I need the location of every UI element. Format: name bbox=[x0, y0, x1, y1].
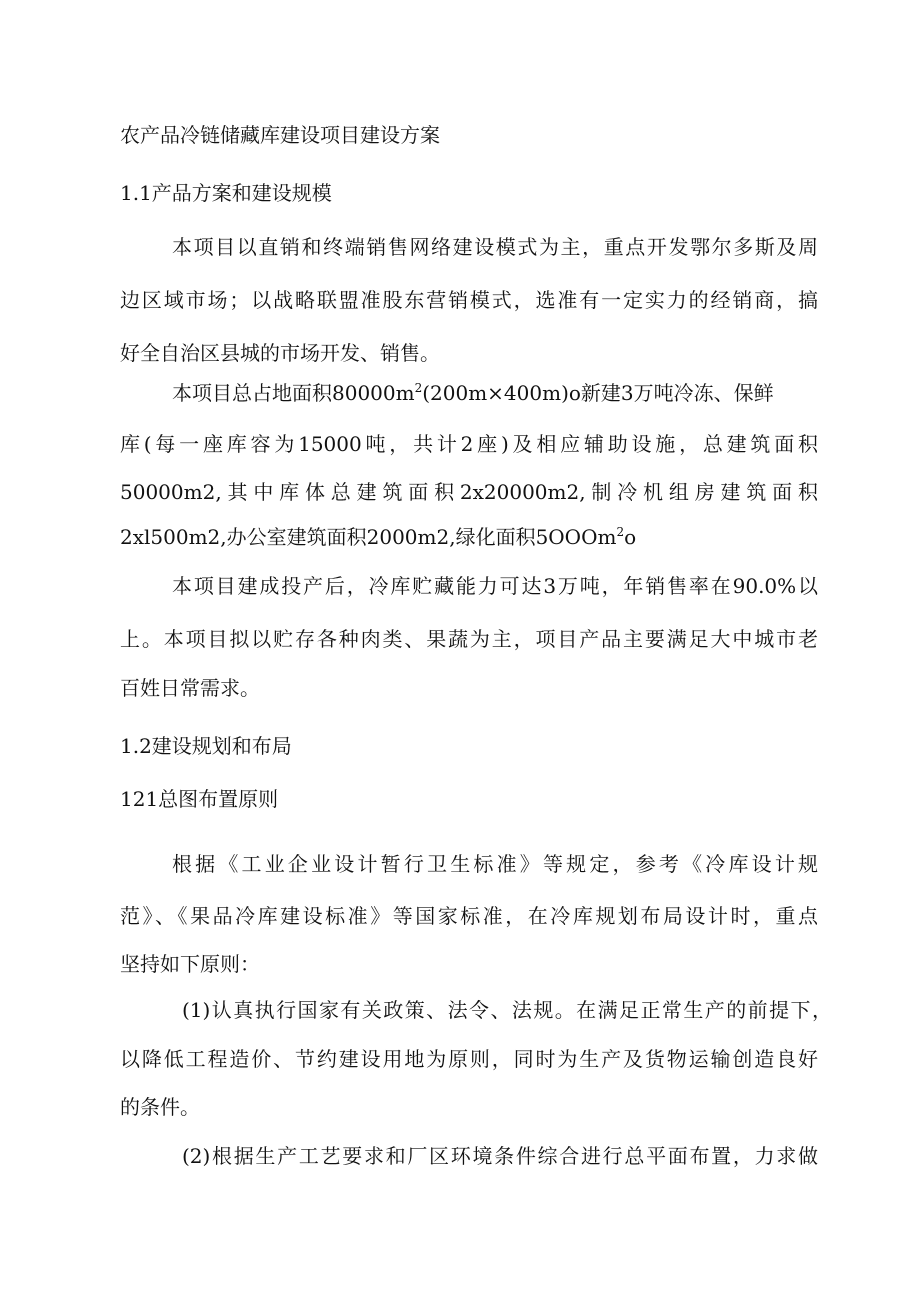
paragraph-line: 库(每一座库容为15000吨，共计2座)及相应辅助设施，总建筑面积 bbox=[120, 432, 818, 456]
paragraph-line: 好全自治区县城的市场开发、销售。 bbox=[120, 341, 440, 365]
paragraph-line: (2)根据生产工艺要求和厂区环境条件综合进行总平面布置，力求做 bbox=[182, 1144, 818, 1168]
paragraph-line: (1)认真执行国家有关政策、法令、法规。在满足正常生产的前提下， bbox=[182, 998, 832, 1022]
paragraph-line: 以降低工程造价、节约建设用地为原则，同时为生产及货物运输创造良好 bbox=[120, 1047, 818, 1071]
superscript: 2 bbox=[414, 381, 423, 395]
paragraph-line: 本项目建成投产后，冷库贮藏能力可达3万吨，年销售率在90.0%以 bbox=[172, 574, 818, 598]
paragraph-text: (200m×400m)o新建3万吨冷冻、保鲜 bbox=[422, 381, 774, 405]
paragraph-line: 坚持如下原则： bbox=[120, 952, 260, 976]
section-heading-1-2: 1.2建设规划和布局 bbox=[120, 734, 292, 758]
paragraph-line: 上。本项目拟以贮存各种肉类、果蔬为主，项目产品主要满足大中城市老 bbox=[120, 627, 818, 651]
section-heading-1-2-1: 121总图布置原则 bbox=[120, 787, 279, 811]
superscript: 2 bbox=[616, 525, 625, 539]
paragraph-line bbox=[172, 379, 832, 407]
paragraph-line: 边区域市场；以战略联盟准股东营销模式，选准有一定实力的经销商，搞 bbox=[120, 288, 818, 312]
paragraph-text: o bbox=[624, 525, 637, 549]
document-title: 农产品冷链储藏库建设项目建设方案 bbox=[120, 123, 440, 147]
paragraph-line: 根据《工业企业设计暂行卫生标准》等规定，参考《冷库设计规 bbox=[172, 852, 818, 876]
paragraph-text: 2xl500m2,办公室建筑面积2000m2,绿化面积5OOOm bbox=[120, 525, 617, 549]
paragraph-line: 本项目以直销和终端销售网络建设模式为主，重点开发鄂尔多斯及周 bbox=[172, 235, 818, 259]
paragraph-text: 本项目总占地面积80000m bbox=[172, 381, 415, 405]
paragraph-line: 的条件。 bbox=[120, 1095, 200, 1119]
paragraph-line: 50000m2,其中库体总建筑面积2x20000m2,制冷机组房建筑面积 bbox=[120, 480, 818, 504]
paragraph-line: 范》、《果品冷库建设标准》等国家标准，在冷库规划布局设计时，重点 bbox=[120, 904, 818, 928]
section-heading-1-1: 1.1产品方案和建设规模 bbox=[120, 181, 332, 205]
paragraph-line bbox=[120, 523, 720, 551]
paragraph-line: 百姓日常需求。 bbox=[120, 676, 260, 700]
